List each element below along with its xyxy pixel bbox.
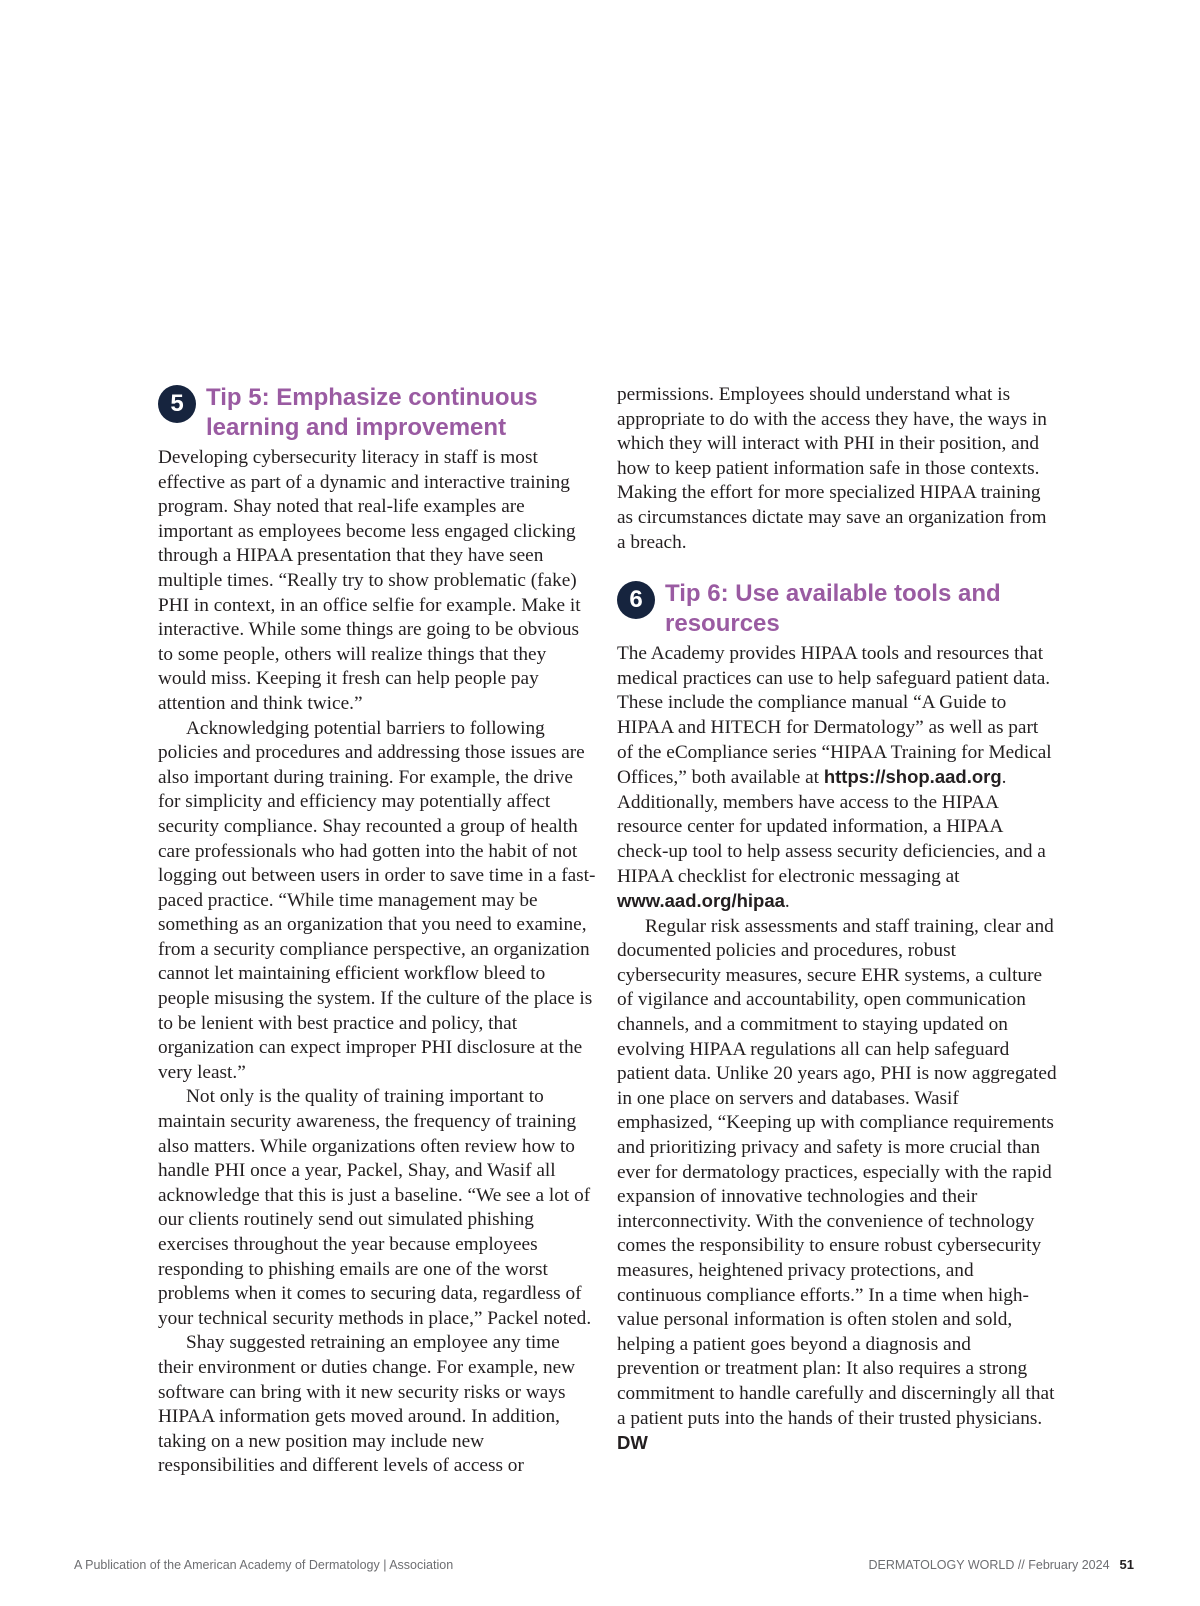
tip-6-paragraph-1-text-b: . Additionally, members have access to the HIPAA resource center for updated information, a HIPAA check-up tool to help assess security deficiencies, and a HIPAA checklist for electronic messaging at — [617, 767, 1046, 887]
tip-5-heading — [158, 383, 598, 443]
tip-6-paragraph-1-text-c: . — [784, 891, 790, 913]
tip-5-number-badge: 5 — [158, 385, 196, 423]
tip-5-paragraph-4: Shay suggested retraining an employee any time their environment or duties change. For example, new software can bring with it new security risks or ways HIPAA information gets moved around. In addition, taking on a new position may include new responsibilities and different levels of access or — [158, 1332, 576, 1477]
tip-5-title: Tip 5: Emphasize continuous learning and improvement — [206, 384, 538, 441]
tip-5-continuation: permissions. Employees should understand what is appropriate to do with the access they have, the ways in which they will interact with PHI in their position, and how to keep patient information safe in those contexts. Making the effort for more specialized HIPAA training as circumstances dictate may save an organization from a breach. — [617, 384, 1047, 553]
dw-signoff: DW — [617, 1432, 648, 1454]
shop-aad-link[interactable]: https://shop.aad.org — [823, 766, 1002, 788]
tip-6-title: Tip 6: Use available tools and resources — [665, 580, 1001, 638]
tip-6-paragraph-2 — [617, 915, 1057, 1457]
right-column — [617, 383, 1057, 1457]
footer-issue: DERMATOLOGY WORLD // February 2024 — [868, 1558, 1110, 1572]
tip-5-paragraph-3: Not only is the quality of training important to maintain security awareness, the frequency of training also matters. While organizations often review how to handle PHI once a year, Packel, Shay, and Wasif all acknowledge that this is just a baseline. “We see a lot of our clients routinely send out simulated phishing exercises throughout the year because employees responding to phishing emails are one of the worst problems when it comes to securing data, regardless of your technical security methods in place,” Packel noted. — [158, 1086, 592, 1329]
left-column — [158, 383, 598, 1479]
footer-publication: A Publication of the American Academy of Dermatology | Association — [74, 1558, 454, 1572]
section-spacer — [617, 555, 1057, 579]
tip-5-paragraph-2: Acknowledging potential barriers to following policies and procedures and addressing those issues are also important during training. For example, the drive for simplicity and efficiency may potentially affect security compliance. Shay recounted a group of health care professionals who had gotten into the habit of not logging out between users in order to save time in a fast-paced practice. “While time management may be something as an organization that you need to examine, from a security compliance perspective, an organization cannot let maintaining efficient workflow bleed to people misusing the system. If the culture of the place is to be lenient with best practice and policy, that organization can expect improper PHI disclosure at the very least.” — [158, 717, 596, 1083]
tip-5-paragraph-1: Developing cybersecurity literacy in staff is most effective as part of a dynamic and interactive training program. Shay noted that real-life examples are important as employees become less engaged clicking through a HIPAA presentation that they have seen multiple times. “Really try to show problematic (fake) PHI in context, in an office selfie for example. Make it interactive. While some things are going to be obvious to some people, others will realize things that they would miss. Keeping it fresh can help people pay attention and think twice.” — [158, 447, 581, 714]
tip-6-number-badge: 6 — [617, 581, 655, 619]
tip-6-paragraph-1 — [617, 642, 1057, 915]
tip-6-paragraph-2-text: Regular risk assessments and staff training, clear and documented policies and procedures, robust cybersecurity measures, secure EHR systems, a culture of vigilance and accountability, open communication channels, and a commitment to staying updated on evolving HIPAA regulations all can help safeguard patient data. Unlike 20 years ago, PHI is now aggregated in one place on servers and databases. Wasif emphasized, “Keeping up with compliance requirements and prioritizing privacy and safety is more crucial than ever for dermatology practices, especially with the rapid expansion of innovative technologies and their interconnectivity. With the convenience of technology comes the responsibility to ensure robust cybersecurity measures, heightened privacy protections, and continuous compliance efforts.” In a time when high-value personal information is often stolen and sold, helping a patient goes beyond a diagnosis and prevention or treatment plan: It also requires a strong commitment to handle carefully and discerningly all that a patient puts into the hands of their trusted physicians. — [617, 915, 1057, 1429]
tip-6-paragraph-1-text-a: The Academy provides HIPAA tools and resources that medical practices can use to help safeguard patient data. These include the compliance manual “A Guide to HIPAA and HITECH for Dermatology” as well as part of the eCompliance series “HIPAA Training for Medical Offices,” both available at — [617, 643, 1052, 789]
tip-6-heading — [617, 579, 1057, 639]
page-number: 51 — [1119, 1557, 1134, 1572]
footer-masthead — [868, 1557, 1134, 1573]
aad-hipaa-link[interactable]: www.aad.org/hipaa — [617, 890, 785, 912]
